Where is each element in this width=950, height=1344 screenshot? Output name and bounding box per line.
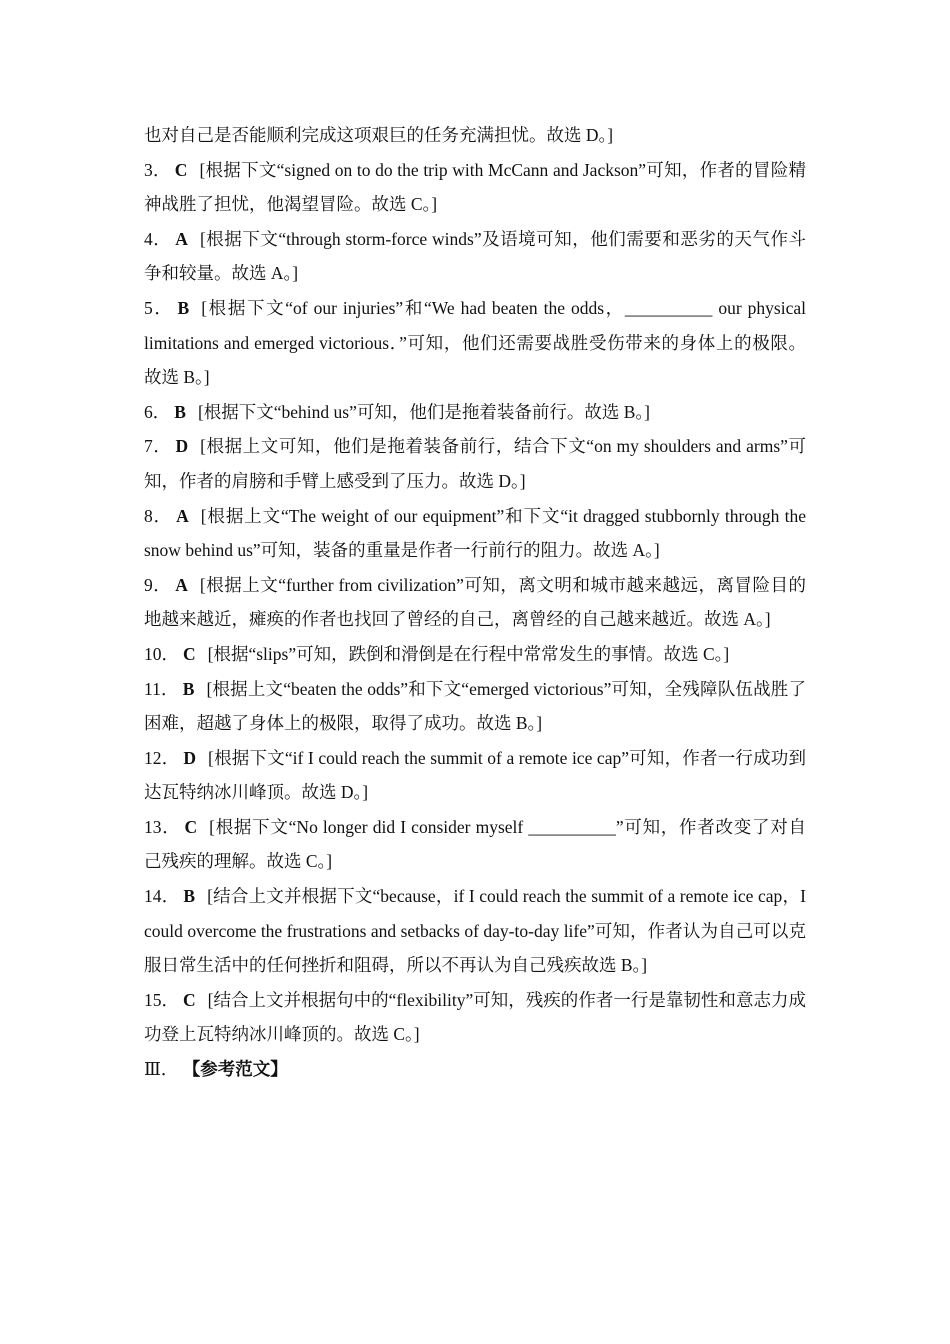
answer-item — [144, 637, 806, 672]
answer-list — [144, 153, 806, 1052]
question-number: 9． — [144, 574, 172, 595]
explanation-text: [根据上文“beaten the odds”和下文“emerged victorious”可知，全残障队伍战胜了困难，超越了身体上的极限，取得了成功。故选 B。] — [144, 678, 806, 734]
answer-letter: C — [174, 159, 188, 180]
answer-letter: A — [175, 574, 188, 595]
answer-letter: B — [182, 678, 195, 699]
answer-item — [144, 810, 806, 879]
question-number: 10． — [144, 643, 179, 664]
section-title: 【参考范文】 — [182, 1059, 288, 1080]
answer-letter: C — [184, 816, 198, 837]
answer-letter: B — [177, 297, 190, 318]
answer-letter: D — [183, 747, 197, 768]
answer-item — [144, 153, 806, 222]
question-number: 8． — [144, 505, 173, 526]
explanation-text: [根据上文“The weight of our equipment”和下文“it dragged stubbornly through the snow behind us”可知，装备的重量是作者一行前行的阻力。故选 A。] — [144, 505, 807, 561]
explanation-text: [根据下文“if I could reach the summit of a remote ice cap”可知，作者一行成功到达瓦特纳冰川峰顶。故选 D。] — [144, 747, 806, 803]
explanation-text: [根据上文“further from civilization”可知，离文明和城市越来越远，离冒险目的地越来越近，瘫痪的作者也找回了曾经的自己，离曾经的自己越来越近。故选 A。] — [144, 574, 807, 630]
explanation-text: [根据下文“through storm-force winds”及语境可知，他们需要和恶劣的天气作斗争和较量。故选 A。] — [144, 228, 806, 284]
answer-item — [144, 741, 806, 810]
explanation-text: [根据“slips”可知，跌倒和滑倒是在行程中常常发生的事情。故选 C。] — [207, 643, 730, 664]
section-number: Ⅲ． — [144, 1059, 179, 1080]
answer-letter: B — [174, 401, 186, 422]
answer-letter: C — [183, 643, 196, 664]
question-number: 15． — [144, 989, 180, 1010]
answer-letter: A — [176, 505, 189, 526]
answer-item — [144, 395, 806, 430]
explanation-text: [根据下文“behind us”可知，他们是拖着装备前行。故选 B。] — [197, 401, 650, 422]
answer-letter: B — [183, 886, 196, 907]
answer-item — [144, 672, 806, 741]
answer-letter: D — [175, 436, 189, 457]
explanation-text: [根据下文“No longer did I consider myself __________”可知，作者改变了对自己残疾的理解。故选 C。] — [144, 816, 806, 872]
explanation-text: [结合上文并根据句中的“flexibility”可知，残疾的作者一行是靠韧性和意志力成功登上瓦特纳冰川峰顶的。故选 C。] — [144, 989, 806, 1045]
answer-item — [144, 222, 806, 291]
answer-item — [144, 983, 806, 1052]
question-number: 13． — [144, 816, 181, 837]
section-heading — [144, 1052, 806, 1087]
question-number: 12． — [144, 747, 180, 768]
explanation-text: [根据上文可知，他们是拖着装备前行，结合下文“on my shoulders and arms”可知，作者的肩膀和手臂上感受到了压力。故选 D。] — [144, 436, 807, 491]
answer-item — [144, 429, 806, 498]
explanation-text: [根据下文“signed on to do the trip with McCann and Jackson”可知，作者的冒险精神战胜了担忧，他渴望冒险。故选 C。] — [144, 159, 806, 215]
answer-item — [144, 291, 806, 395]
explanation-text: [根据下文“of our injuries”和“We had beaten the odds，__________ our physical limitations and emerged victorious．”可知，他们还需要战胜受伤带来的身体上的极限。故选 B。] — [144, 297, 806, 388]
question-number: 3． — [144, 159, 171, 180]
answer-explanations — [144, 118, 806, 1087]
explanation-text: [结合上文并根据下文“because，if I could reach the summit of a remote ice cap，I could overcome the frustrations and setbacks of day-to-day life”可知，作者认为自己可以克服日常生活中的任何挫折和阻碍，所以不再认为自己残疾故选 B。] — [144, 886, 806, 976]
answer-item — [144, 879, 806, 983]
answer-item — [144, 499, 806, 568]
answer-item — [144, 568, 806, 637]
answer-letter: A — [175, 228, 188, 249]
question-number: 14． — [144, 886, 180, 907]
question-number: 4． — [144, 228, 172, 249]
question-number: 5． — [144, 297, 174, 318]
question-number: 7． — [144, 436, 172, 457]
intro-line: 也对自己是否能顺利完成这项艰巨的任务充满担忧。故选 D。] — [144, 125, 614, 145]
question-number: 6． — [144, 401, 171, 422]
question-number: 11． — [144, 678, 179, 699]
answer-letter: C — [183, 989, 196, 1010]
